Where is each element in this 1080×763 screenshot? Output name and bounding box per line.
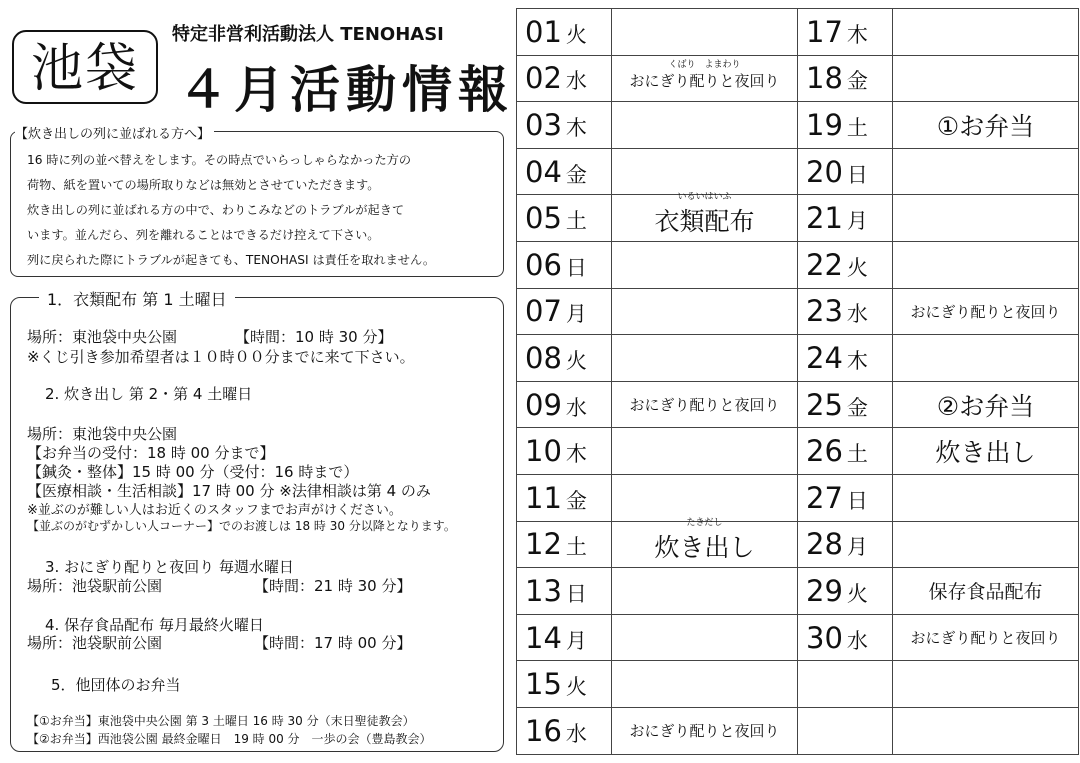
notice-body: [27, 148, 435, 273]
day-number: 11: [525, 480, 562, 515]
calendar-row: [517, 661, 1079, 708]
section1-place: 場所：東池袋中央公園: [27, 328, 178, 346]
calendar-row: [517, 381, 1079, 428]
event-label: 保存食品配布: [928, 581, 1043, 604]
day-number: 21: [806, 201, 843, 236]
event-label: おにぎり配りと夜回り: [910, 302, 1061, 321]
event-label: ②お弁当: [936, 391, 1035, 421]
day-number: 01: [525, 14, 562, 49]
calendar-event-cell: [612, 335, 798, 382]
calendar-event-cell: [893, 568, 1079, 615]
calendar-event-cell: [893, 9, 1079, 56]
calendar-day-cell: [798, 9, 893, 56]
section5-line: 【②お弁当】西池袋公園 最終金曜日 19 時 00 分 一歩の会（豊島教会）: [27, 732, 432, 746]
weekday: 木: [846, 348, 868, 373]
day-number: 27: [806, 480, 843, 515]
calendar-event-cell: [893, 288, 1079, 335]
calendar-event-cell: [612, 707, 798, 754]
section2-heading: 2. 炊き出し 第 2・第 4 土曜日: [45, 385, 253, 403]
calendar-event-cell: [612, 192, 798, 242]
event-label: 炊き出し: [935, 438, 1036, 468]
notice-line: 16 時に列の並べ替えをします。その時点でいらっしゃらなかった方の: [27, 153, 412, 167]
calendar-row: [517, 195, 1079, 242]
calendar-event-cell: [893, 707, 1079, 754]
calendar-row: [517, 614, 1079, 661]
day-number: 03: [525, 107, 562, 142]
weekday: 水: [565, 721, 587, 746]
weekday: 土: [846, 442, 868, 467]
calendar-event-cell: [612, 568, 798, 615]
weekday: 火: [565, 348, 587, 373]
day-number: 19: [806, 107, 843, 142]
calendar-day-cell: [517, 148, 612, 195]
event-label: おにぎり配りと夜回り: [629, 722, 780, 741]
weekday: 水: [846, 302, 868, 327]
event-label: おにぎり配りと夜回り: [629, 71, 780, 90]
weekday: 水: [565, 69, 587, 94]
section3-time: 【時間：21 時 30 分】: [254, 577, 412, 595]
calendar-event-cell: [893, 614, 1079, 661]
calendar-event-cell: [612, 518, 798, 568]
day-number: 14: [525, 620, 562, 655]
section1-place-row: [27, 326, 393, 347]
section1-heading: 1．衣類配布 第 1 土曜日: [39, 287, 235, 310]
calendar-day-cell: [517, 614, 612, 661]
weekday: 木: [846, 22, 868, 47]
section5-line: 【①お弁当】東池袋中央公園 第 3 土曜日 16 時 30 分（末日聖徒教会）: [27, 714, 415, 728]
calendar-row: [517, 102, 1079, 149]
weekday: 日: [565, 255, 587, 280]
calendar-day-cell: [517, 195, 612, 242]
calendar-day-cell: [798, 568, 893, 615]
weekday: 水: [565, 395, 587, 420]
day-number: 20: [806, 154, 843, 189]
calendar-day-cell: [517, 9, 612, 56]
day-number: 04: [525, 154, 562, 189]
calendar-day-cell: [798, 288, 893, 335]
calendar-event-cell: [893, 521, 1079, 568]
calendar-day-cell: [517, 707, 612, 754]
calendar-row: [517, 707, 1079, 754]
section2-place: 場所：東池袋中央公園: [27, 425, 178, 443]
calendar-day-cell: [798, 148, 893, 195]
weekday: 火: [565, 675, 587, 700]
section2-line: 【医療相談・生活相談】17 時 00 分 ※法律相談は第 4 のみ: [27, 482, 431, 500]
calendar-day-cell: [517, 474, 612, 521]
calendar-day-cell: [517, 661, 612, 708]
weekday: 日: [846, 162, 868, 187]
section2-line: 【並ぶのがむずかしい人コーナー】でのお渡しは 18 時 30 分以降となります。: [27, 519, 456, 533]
section4-row: [27, 632, 412, 653]
calendar-row: [517, 568, 1079, 615]
day-number: 23: [806, 294, 843, 329]
day-number: 05: [525, 201, 562, 236]
calendar-day-cell: [798, 381, 893, 428]
calendar-event-cell: [612, 474, 798, 521]
calendar-day-cell: [798, 428, 893, 475]
weekday: 日: [846, 488, 868, 513]
day-number: 25: [806, 387, 843, 422]
calendar-event-cell: [893, 661, 1079, 708]
calendar-event-cell: [893, 335, 1079, 382]
page-title: ４月活動情報: [178, 61, 514, 119]
section2-line: 【お弁当の受付：18 時 00 分まで】: [27, 444, 275, 462]
day-number: 07: [525, 294, 562, 329]
calendar-event-cell: [612, 241, 798, 288]
day-number: 08: [525, 340, 562, 375]
calendar-row: [517, 9, 1079, 56]
day-number: 18: [806, 61, 843, 96]
event-label: 衣類配布: [654, 207, 755, 237]
calendar-event-cell: [612, 102, 798, 149]
calendar-row: [517, 521, 1079, 568]
calendar-day-cell: [798, 521, 893, 568]
day-number: 13: [525, 573, 562, 608]
calendar-event-cell: [612, 148, 798, 195]
activity-list: [10, 290, 504, 752]
calendar-event-cell: [612, 9, 798, 56]
calendar-day-cell: [517, 568, 612, 615]
calendar-event-cell: [893, 195, 1079, 242]
day-number: 09: [525, 387, 562, 422]
calendar-event-cell: [612, 614, 798, 661]
calendar-event-cell: [893, 381, 1079, 428]
calendar-row: [517, 241, 1079, 288]
weekday: 金: [846, 69, 868, 94]
furigana: いるいはいふ: [677, 192, 732, 203]
day-number: 24: [806, 340, 843, 375]
day-number: [798, 714, 806, 748]
section2-line: 【鍼灸・整体】15 時 00 分（受付：16 時まで）: [27, 463, 359, 481]
section2-line: ※並ぶのが難しい人はお近くのスタッフまでお声がけください。: [27, 503, 402, 518]
section4-heading: 4. 保存食品配布 毎月最終火曜日: [45, 616, 264, 634]
furigana: くばり よまわり: [668, 59, 741, 70]
calendar-event-cell: [893, 428, 1079, 475]
calendar-event-cell: [893, 148, 1079, 195]
calendar-table: [516, 8, 1079, 755]
calendar-event-cell: [612, 661, 798, 708]
weekday: 木: [565, 115, 587, 140]
day-number: 16: [525, 713, 562, 748]
calendar-day-cell: [798, 661, 893, 708]
calendar-day-cell: [517, 428, 612, 475]
calendar-day-cell: [517, 521, 612, 568]
queue-notice: [10, 127, 504, 277]
weekday: 月: [565, 628, 587, 653]
day-number: 22: [806, 247, 843, 282]
notice-line: 列に戻られた際にトラブルが起きても、TENOHASI は責任を取れません。: [27, 253, 436, 267]
calendar-event-cell: [612, 428, 798, 475]
info-panel: [0, 0, 512, 763]
calendar-day-cell: [798, 241, 893, 288]
calendar-row: [517, 148, 1079, 195]
org-name: 特定非営利活動法人 TENOHASI: [172, 24, 444, 45]
weekday: 火: [565, 22, 587, 47]
calendar-day-cell: [798, 335, 893, 382]
calendar-day-cell: [517, 335, 612, 382]
calendar-event-cell: [893, 102, 1079, 149]
calendar-event-cell: [612, 381, 798, 428]
section3-place: 場所：池袋駅前公園: [27, 577, 163, 595]
section4-time: 【時間：17 時 00 分】: [254, 634, 412, 652]
calendar-day-cell: [798, 707, 893, 754]
calendar-day-cell: [798, 102, 893, 149]
weekday: 火: [846, 255, 868, 280]
calendar-day-cell: [517, 241, 612, 288]
event-label: おにぎり配りと夜回り: [910, 629, 1061, 648]
calendar-day-cell: [517, 288, 612, 335]
day-number: 15: [525, 667, 562, 702]
weekday: 月: [846, 209, 868, 234]
weekday: 金: [565, 488, 587, 513]
calendar-event-cell: [612, 288, 798, 335]
section5-heading: 5．他団体のお弁当: [51, 676, 181, 694]
section1-note: ※くじ引き参加希望者は１０時００分までに来て下さい。: [27, 348, 415, 366]
weekday: 火: [846, 581, 868, 606]
weekday: 金: [846, 395, 868, 420]
weekday: 日: [565, 581, 587, 606]
calendar-row: [517, 428, 1079, 475]
notice-heading: 【炊き出しの列に並ばれる方へ】: [15, 123, 214, 142]
calendar-event-cell: [893, 474, 1079, 521]
furigana: たきだし: [686, 518, 723, 529]
event-label: ①お弁当: [936, 111, 1035, 141]
notice-line: 荷物、紙を置いての場所取りなどは無効とさせていただきます。: [27, 178, 380, 192]
weekday: 月: [846, 535, 868, 560]
day-number: 06: [525, 247, 562, 282]
day-number: [798, 667, 806, 701]
calendar-event-cell: [893, 55, 1079, 102]
weekday: 月: [565, 302, 587, 327]
calendar-row: [517, 288, 1079, 335]
weekday: 土: [846, 115, 868, 140]
day-number: 12: [525, 527, 562, 562]
section3-heading: 3. おにぎり配りと夜回り 毎週水曜日: [45, 558, 294, 576]
day-number: 28: [806, 527, 843, 562]
calendar-row: [517, 55, 1079, 102]
calendar-event-cell: [612, 55, 798, 102]
calendar-row: [517, 474, 1079, 521]
day-number: 02: [525, 61, 562, 96]
calendar-day-cell: [517, 102, 612, 149]
calendar-day-cell: [517, 381, 612, 428]
calendar-event-cell: [893, 241, 1079, 288]
event-label: おにぎり配りと夜回り: [629, 396, 780, 415]
calendar-day-cell: [798, 474, 893, 521]
place-badge: 池袋: [12, 30, 158, 104]
day-number: 17: [806, 14, 843, 49]
day-number: 26: [806, 434, 843, 469]
weekday: 土: [565, 209, 587, 234]
weekday: 金: [565, 162, 587, 187]
calendar-row: [517, 335, 1079, 382]
calendar-day-cell: [517, 55, 612, 102]
calendar-day-cell: [798, 55, 893, 102]
calendar-day-cell: [798, 195, 893, 242]
weekday: 木: [565, 442, 587, 467]
day-number: 30: [806, 620, 843, 655]
notice-line: 炊き出しの列に並ばれる方の中で、わりこみなどのトラブルが起きて: [27, 203, 405, 217]
notice-line: います。並んだら、列を離れることはできるだけ控えて下さい。: [27, 228, 380, 242]
section4-place: 場所：池袋駅前公園: [27, 634, 163, 652]
calendar-day-cell: [798, 614, 893, 661]
event-label: 炊き出し: [654, 533, 755, 563]
section1-time: 【時間：10 時 30 分】: [235, 328, 393, 346]
day-number: 29: [806, 573, 843, 608]
section3-row: [27, 575, 412, 596]
day-number: 10: [525, 434, 562, 469]
weekday: 水: [846, 628, 868, 653]
weekday: 土: [565, 535, 587, 560]
